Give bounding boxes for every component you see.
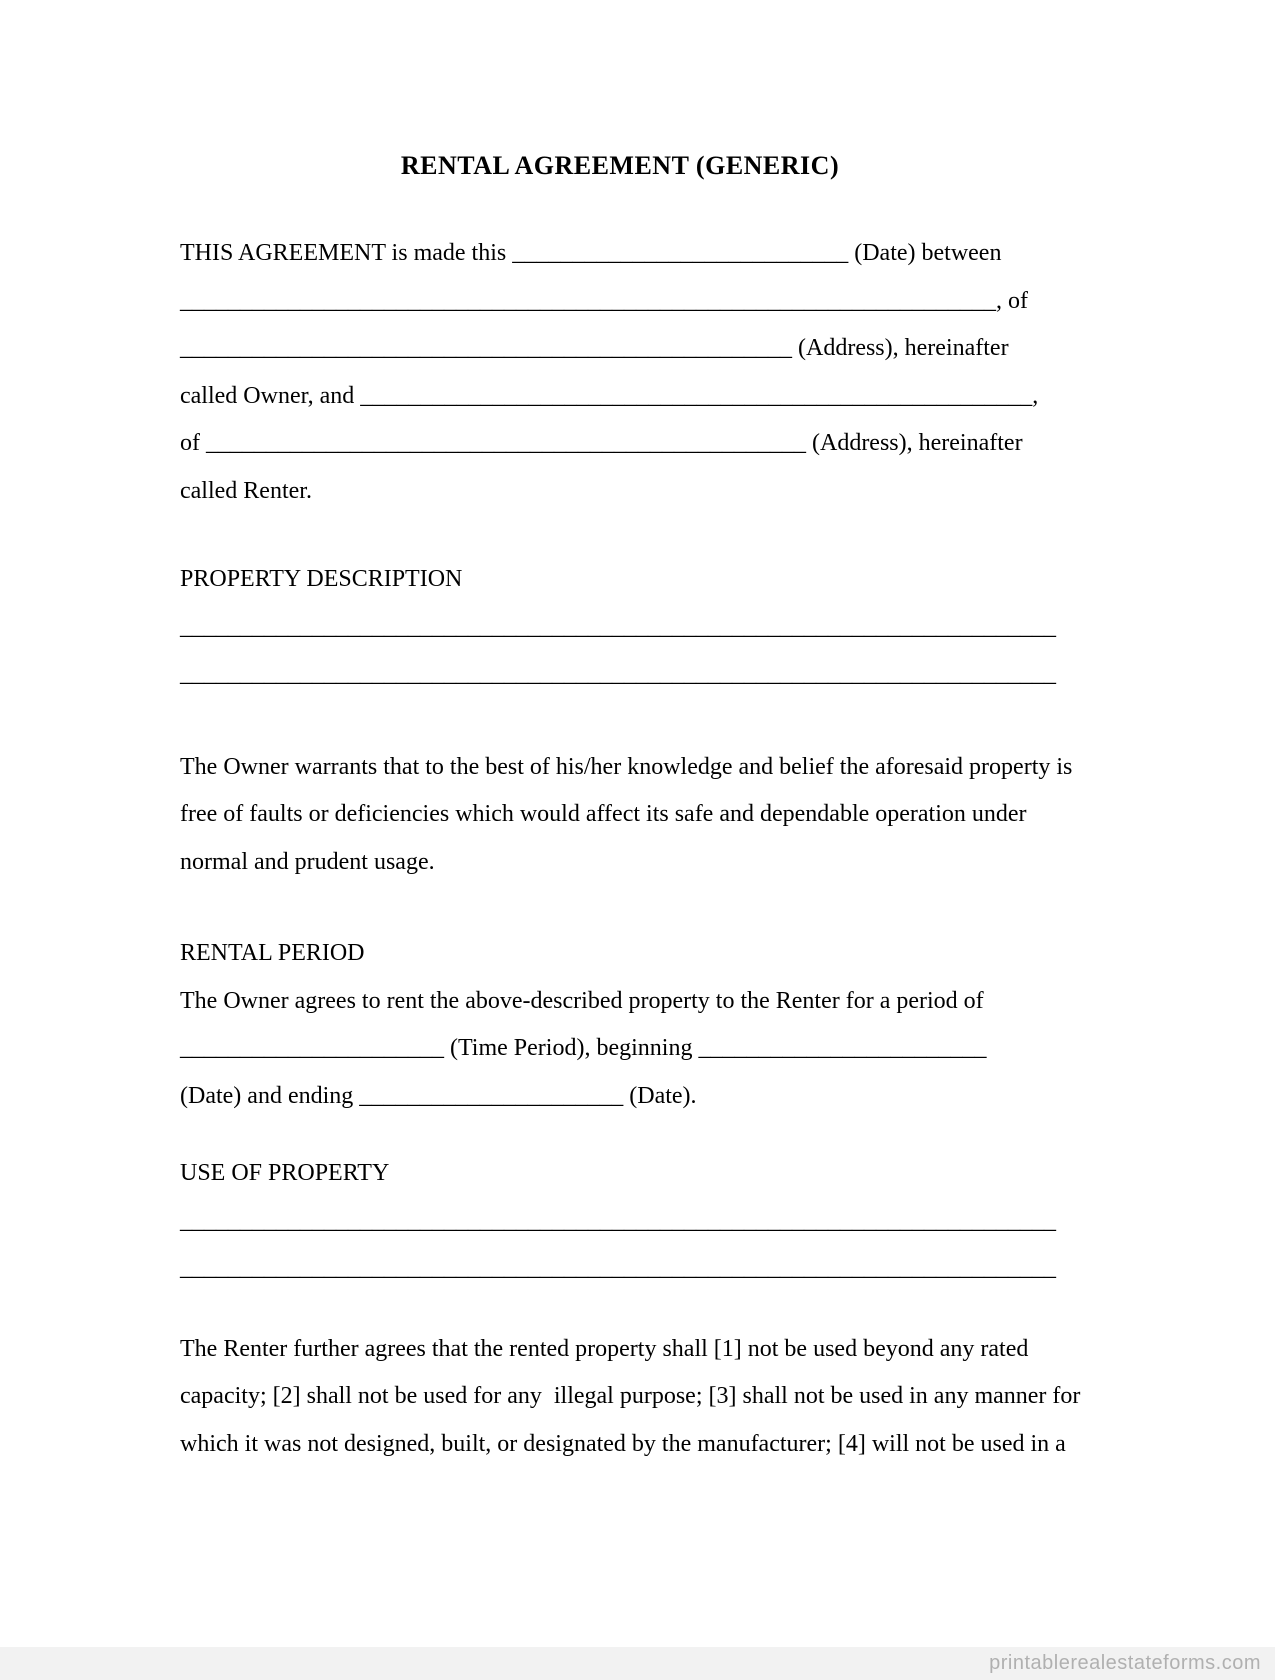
use-of-property-blanks (180, 1198, 1060, 1293)
renter-agrees-paragraph (180, 1326, 1081, 1469)
blank-fill-line: _________________________________________________________________________ (180, 661, 1056, 687)
form-line: which it was not designed, built, or designated by the manufacturer; [4] will not be used in a (180, 1430, 1066, 1457)
rental-period-paragraph (180, 978, 1060, 1121)
form-line: The Owner warrants that to the best of his/her knowledge and belief the aforesaid property is (180, 753, 1073, 780)
form-line: (Date) and ending ______________________ (Date). (180, 1082, 697, 1109)
form-line: called Renter. (180, 477, 312, 504)
blank-fill-line: _________________________________________________________________________ (180, 613, 1056, 640)
rental-agreement-document (180, 142, 1081, 1468)
form-line: of __________________________________________________ (Address), hereinafter (180, 430, 1023, 456)
blank-fill-line: _________________________________________________________________________ (180, 1207, 1056, 1234)
footer-site-watermark: printablerealestateforms.com (989, 1652, 1261, 1674)
form-line: normal and prudent usage. (180, 848, 435, 875)
form-line: free of faults or deficiencies which would affect its safe and dependable operation under (180, 801, 1027, 827)
footer-bar (0, 1647, 1275, 1680)
form-line: THIS AGREEMENT is made this ____________________________ (Date) between (180, 240, 1002, 266)
form-line: called Owner, and ________________________________________________________, (180, 382, 1039, 409)
property-description-blanks (180, 604, 1060, 699)
document-title: RENTAL AGREEMENT (GENERIC) (400, 151, 840, 180)
warranty-paragraph (180, 744, 1073, 887)
form-line: ______________________ (Time Period), beginning ________________________ (180, 1035, 987, 1061)
blank-fill-line: _________________________________________________________________________ (180, 1255, 1056, 1281)
form-line: The Owner agrees to rent the above-described property to the Renter for a period of (180, 987, 984, 1014)
section-heading-use-of-property: USE OF PROPERTY (180, 1160, 390, 1186)
form-line: ____________________________________________________________________, of (180, 287, 1028, 314)
form-line: ___________________________________________________ (Address), hereinafter (180, 335, 1009, 361)
opening-paragraph (180, 230, 1060, 515)
section-heading-property-description: PROPERTY DESCRIPTION (180, 566, 463, 592)
form-line: capacity; [2] shall not be used for any illegal purpose; [3] shall not be used in any manner for (180, 1383, 1081, 1409)
form-line: The Renter further agrees that the rented property shall [1] not be used beyond any rated (180, 1335, 1029, 1362)
section-heading-rental-period: RENTAL PERIOD (180, 940, 365, 966)
